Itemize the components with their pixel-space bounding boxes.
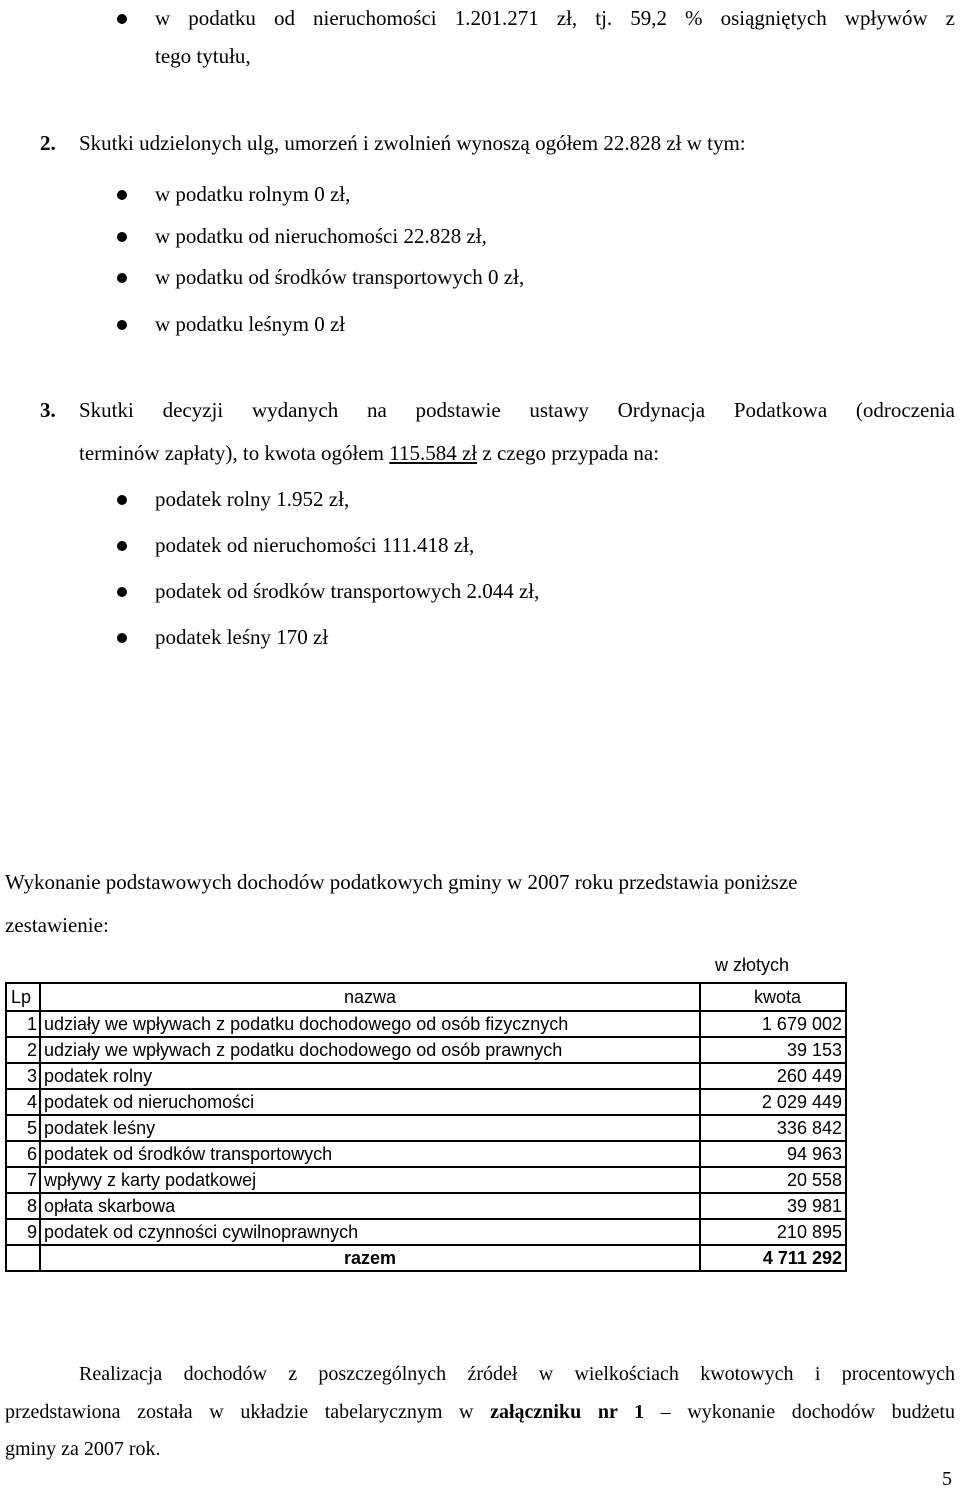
intro-paragraph: Wykonanie podstawowych dochodów podatkowych gminy w 2007 roku przedstawia poniższe (5, 870, 798, 894)
bullet-icon (117, 320, 127, 330)
list-item-continuation: tego tytułu, (155, 44, 251, 68)
closing-paragraph-line3: gminy za 2007 rok. (5, 1438, 161, 1460)
closing-paragraph-line2: przedstawiona została w układzie tabelarycznym w załączniku nr 1 – wykonanie dochodów budżetu (5, 1401, 955, 1423)
bullet-icon (117, 587, 127, 597)
table-row: 7 wpływy z karty podatkowej 20 558 (6, 1167, 846, 1193)
section-2-heading: Skutki udzielonych ulg, umorzeń i zwolnień wynoszą ogółem 22.828 zł w tym: (79, 131, 746, 155)
table-row: 9 podatek od czynności cywilnoprawnych 210 895 (6, 1219, 846, 1245)
closing-paragraph: Realizacja dochodów z poszczególnych źródeł w wielkościach kwotowych i procentowych (79, 1363, 955, 1385)
table-row: 4 podatek od nieruchomości 2 029 449 (6, 1089, 846, 1115)
bullet-icon (117, 190, 127, 200)
list-item: w podatku od środków transportowych 0 zł, (155, 265, 525, 289)
table-row: 2 udziały we wpływach z podatku dochodowego od osób prawnych 39 153 (6, 1037, 846, 1063)
section-3-number: 3. (40, 398, 56, 422)
list-item: w podatku rolnym 0 zł, (155, 182, 351, 206)
bullet-icon (117, 495, 127, 505)
table-row: 6 podatek od środków transportowych 94 963 (6, 1141, 846, 1167)
total-label: razem (40, 1245, 700, 1271)
list-item: w podatku leśnym 0 zł (155, 312, 346, 336)
table-unit-label: w złotych (715, 955, 790, 975)
table-row: 5 podatek leśny 336 842 (6, 1115, 846, 1141)
bullet-icon (117, 541, 127, 551)
table-row: 3 podatek rolny 260 449 (6, 1063, 846, 1089)
bullet-icon (117, 14, 127, 24)
tax-revenue-table (5, 982, 847, 1272)
table-total-row (6, 1245, 846, 1271)
list-item: podatek od środków transportowych 2.044 zł, (155, 579, 540, 603)
table-row: 1 udziały we wpływach z podatku dochodowego od osób fizycznych 1 679 002 (6, 1011, 846, 1037)
section-3-heading: Skutki decyzji wydanych na podstawie ustawy Ordynacja Podatkowa (odroczenia (79, 398, 955, 422)
list-item: podatek leśny 170 zł (155, 625, 329, 649)
total-lp (6, 1245, 40, 1271)
list-item: w podatku od nieruchomości 22.828 zł, (155, 224, 487, 248)
header-amount: kwota (700, 983, 846, 1011)
amount-underlined: 115.584 zł (389, 441, 478, 465)
list-item: podatek od nieruchomości 111.418 zł, (155, 533, 475, 557)
bullet-icon (117, 273, 127, 283)
section-2-number: 2. (40, 131, 56, 155)
table-row: 8 opłata skarbowa 39 981 (6, 1193, 846, 1219)
intro-paragraph-line2: zestawienie: (5, 913, 109, 937)
bullet-icon (117, 633, 127, 643)
table-header-row (6, 983, 846, 1011)
total-amount: 4 711 292 (700, 1245, 846, 1271)
header-name: nazwa (40, 983, 700, 1011)
bullet-icon (117, 232, 127, 242)
list-item: podatek rolny 1.952 zł, (155, 487, 350, 511)
section-3-heading-line2: terminów zapłaty), to kwota ogółem 115.584 zł z czego przypada na: (79, 441, 660, 465)
page-number: 5 (942, 1468, 952, 1490)
header-lp: Lp (6, 983, 40, 1011)
list-item: w podatku od nieruchomości 1.201.271 zł, tj. 59,2 % osiągniętych wpływów z (155, 6, 955, 30)
